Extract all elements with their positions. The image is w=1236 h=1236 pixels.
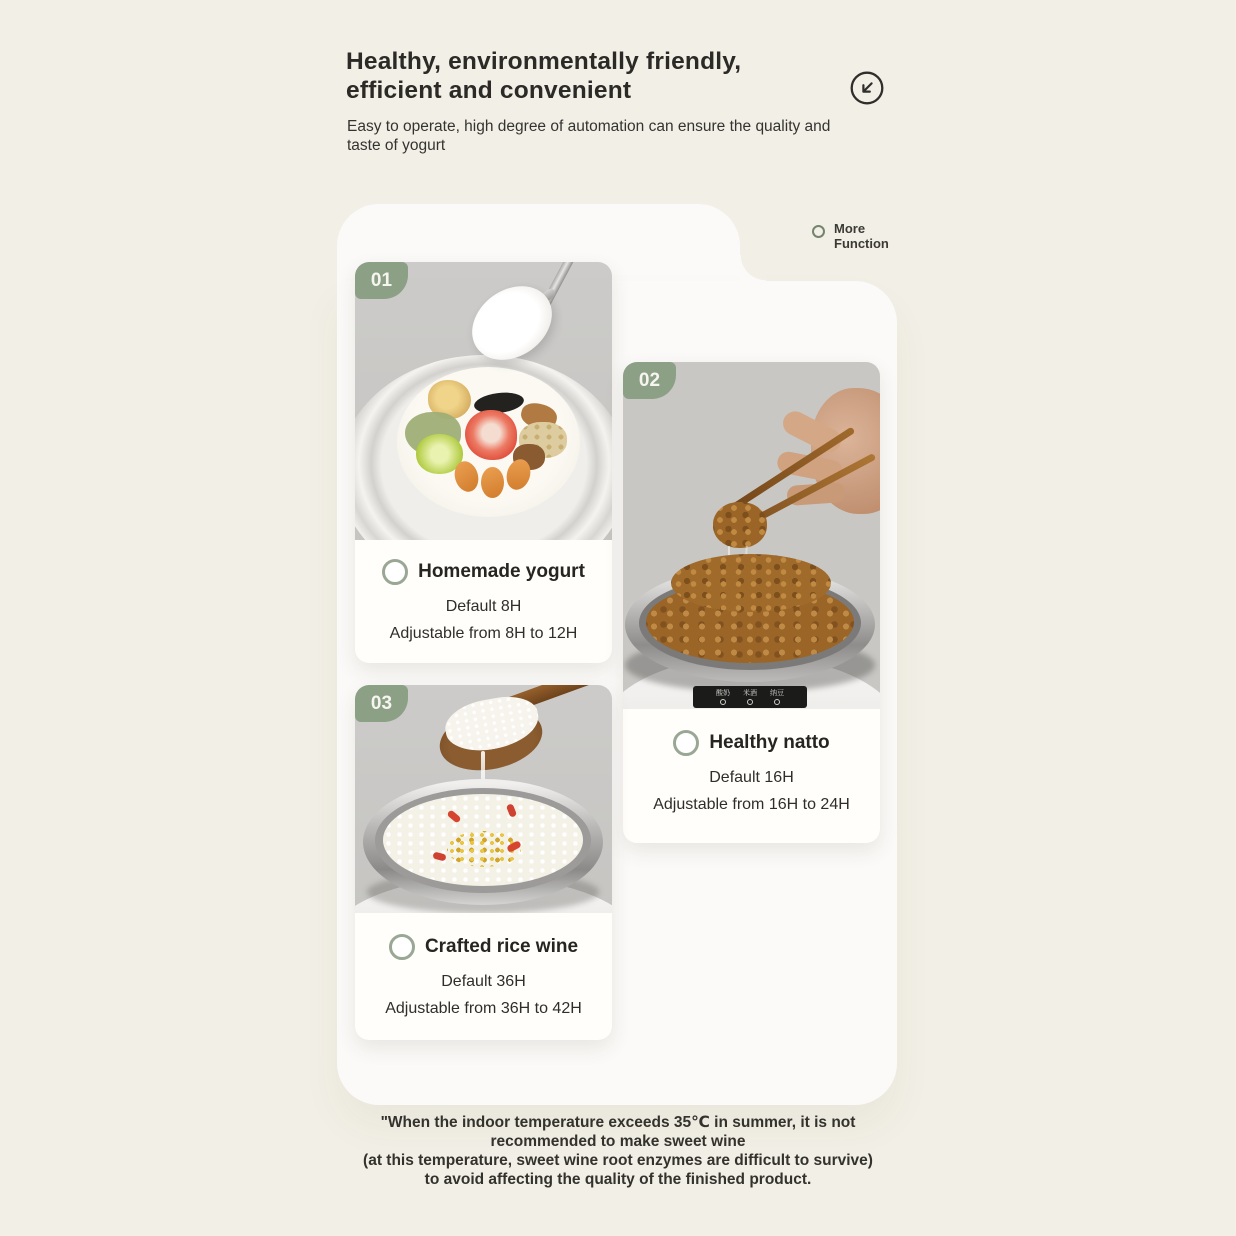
natto-photo [623,362,880,709]
card-title: Homemade yogurt [418,561,585,582]
card-title-row [355,934,612,960]
more-function-label [812,222,889,251]
card-default-time: Default 8H [445,598,522,615]
control-panel [693,686,807,708]
card-adjustable-range: Adjustable from 36H to 42H [385,1000,582,1017]
ring-bullet-icon [673,730,699,756]
almond-2 [481,467,504,498]
card-default-time: Default 36H [441,973,526,990]
feature-card-homemade-yogurt [355,262,612,663]
card-adjustable-range: Adjustable from 16H to 24H [653,796,850,813]
yogurt-photo [355,262,612,540]
page-subtitle: Easy to operate, high degree of automation can ensure the quality and taste of yogurt [347,118,831,154]
natto-mound [671,554,831,612]
ring-bullet-icon [389,934,415,960]
page-title-line1: Healthy, environmentally friendly, [346,48,742,75]
page-title [346,47,741,105]
footer-line2: recommended to make sweet wine [490,1133,746,1150]
card-default-time: Default 16H [709,769,794,786]
card-title: Healthy natto [709,732,830,753]
footer-line4: to avoid affecting the quality of the finished product. [424,1171,812,1188]
footer-note [0,1113,1236,1189]
panel-option-natto: 纳豆 [770,690,784,705]
card-title: Crafted rice wine [424,936,579,957]
panel-option-yogurt: 酸奶 [716,690,730,705]
footer-line3: (at this temperature, sweet wine root enzymes are difficult to survive) [363,1152,873,1169]
panel-option-rice-wine: 米酒 [743,690,757,705]
ring-bullet-icon [812,225,825,238]
ring-bullet-icon [382,559,408,585]
card-number-badge: 02 [623,362,676,399]
card-number-badge: 03 [355,685,408,722]
strawberry-slice [465,410,517,460]
more-function-line2: Function [834,235,889,251]
footer-line1: "When the indoor temperature exceeds 35℃ in summer, it is not [380,1114,856,1131]
card-title-row [355,559,612,585]
arrow-down-left-circle-icon [850,71,884,105]
page-title-line2: efficient and convenient [346,77,632,104]
more-function-text [834,222,889,251]
card-title-row [623,730,880,756]
card-number-badge: 01 [355,262,408,299]
card-adjustable-range: Adjustable from 8H to 12H [389,625,578,642]
feature-card-healthy-natto [623,362,880,843]
content-sheet-corner-fillet [740,255,766,281]
natto-clump [713,502,767,548]
rice-wine-photo [355,685,612,913]
feature-card-crafted-rice-wine [355,685,612,1040]
more-function-line1: More [834,221,866,236]
